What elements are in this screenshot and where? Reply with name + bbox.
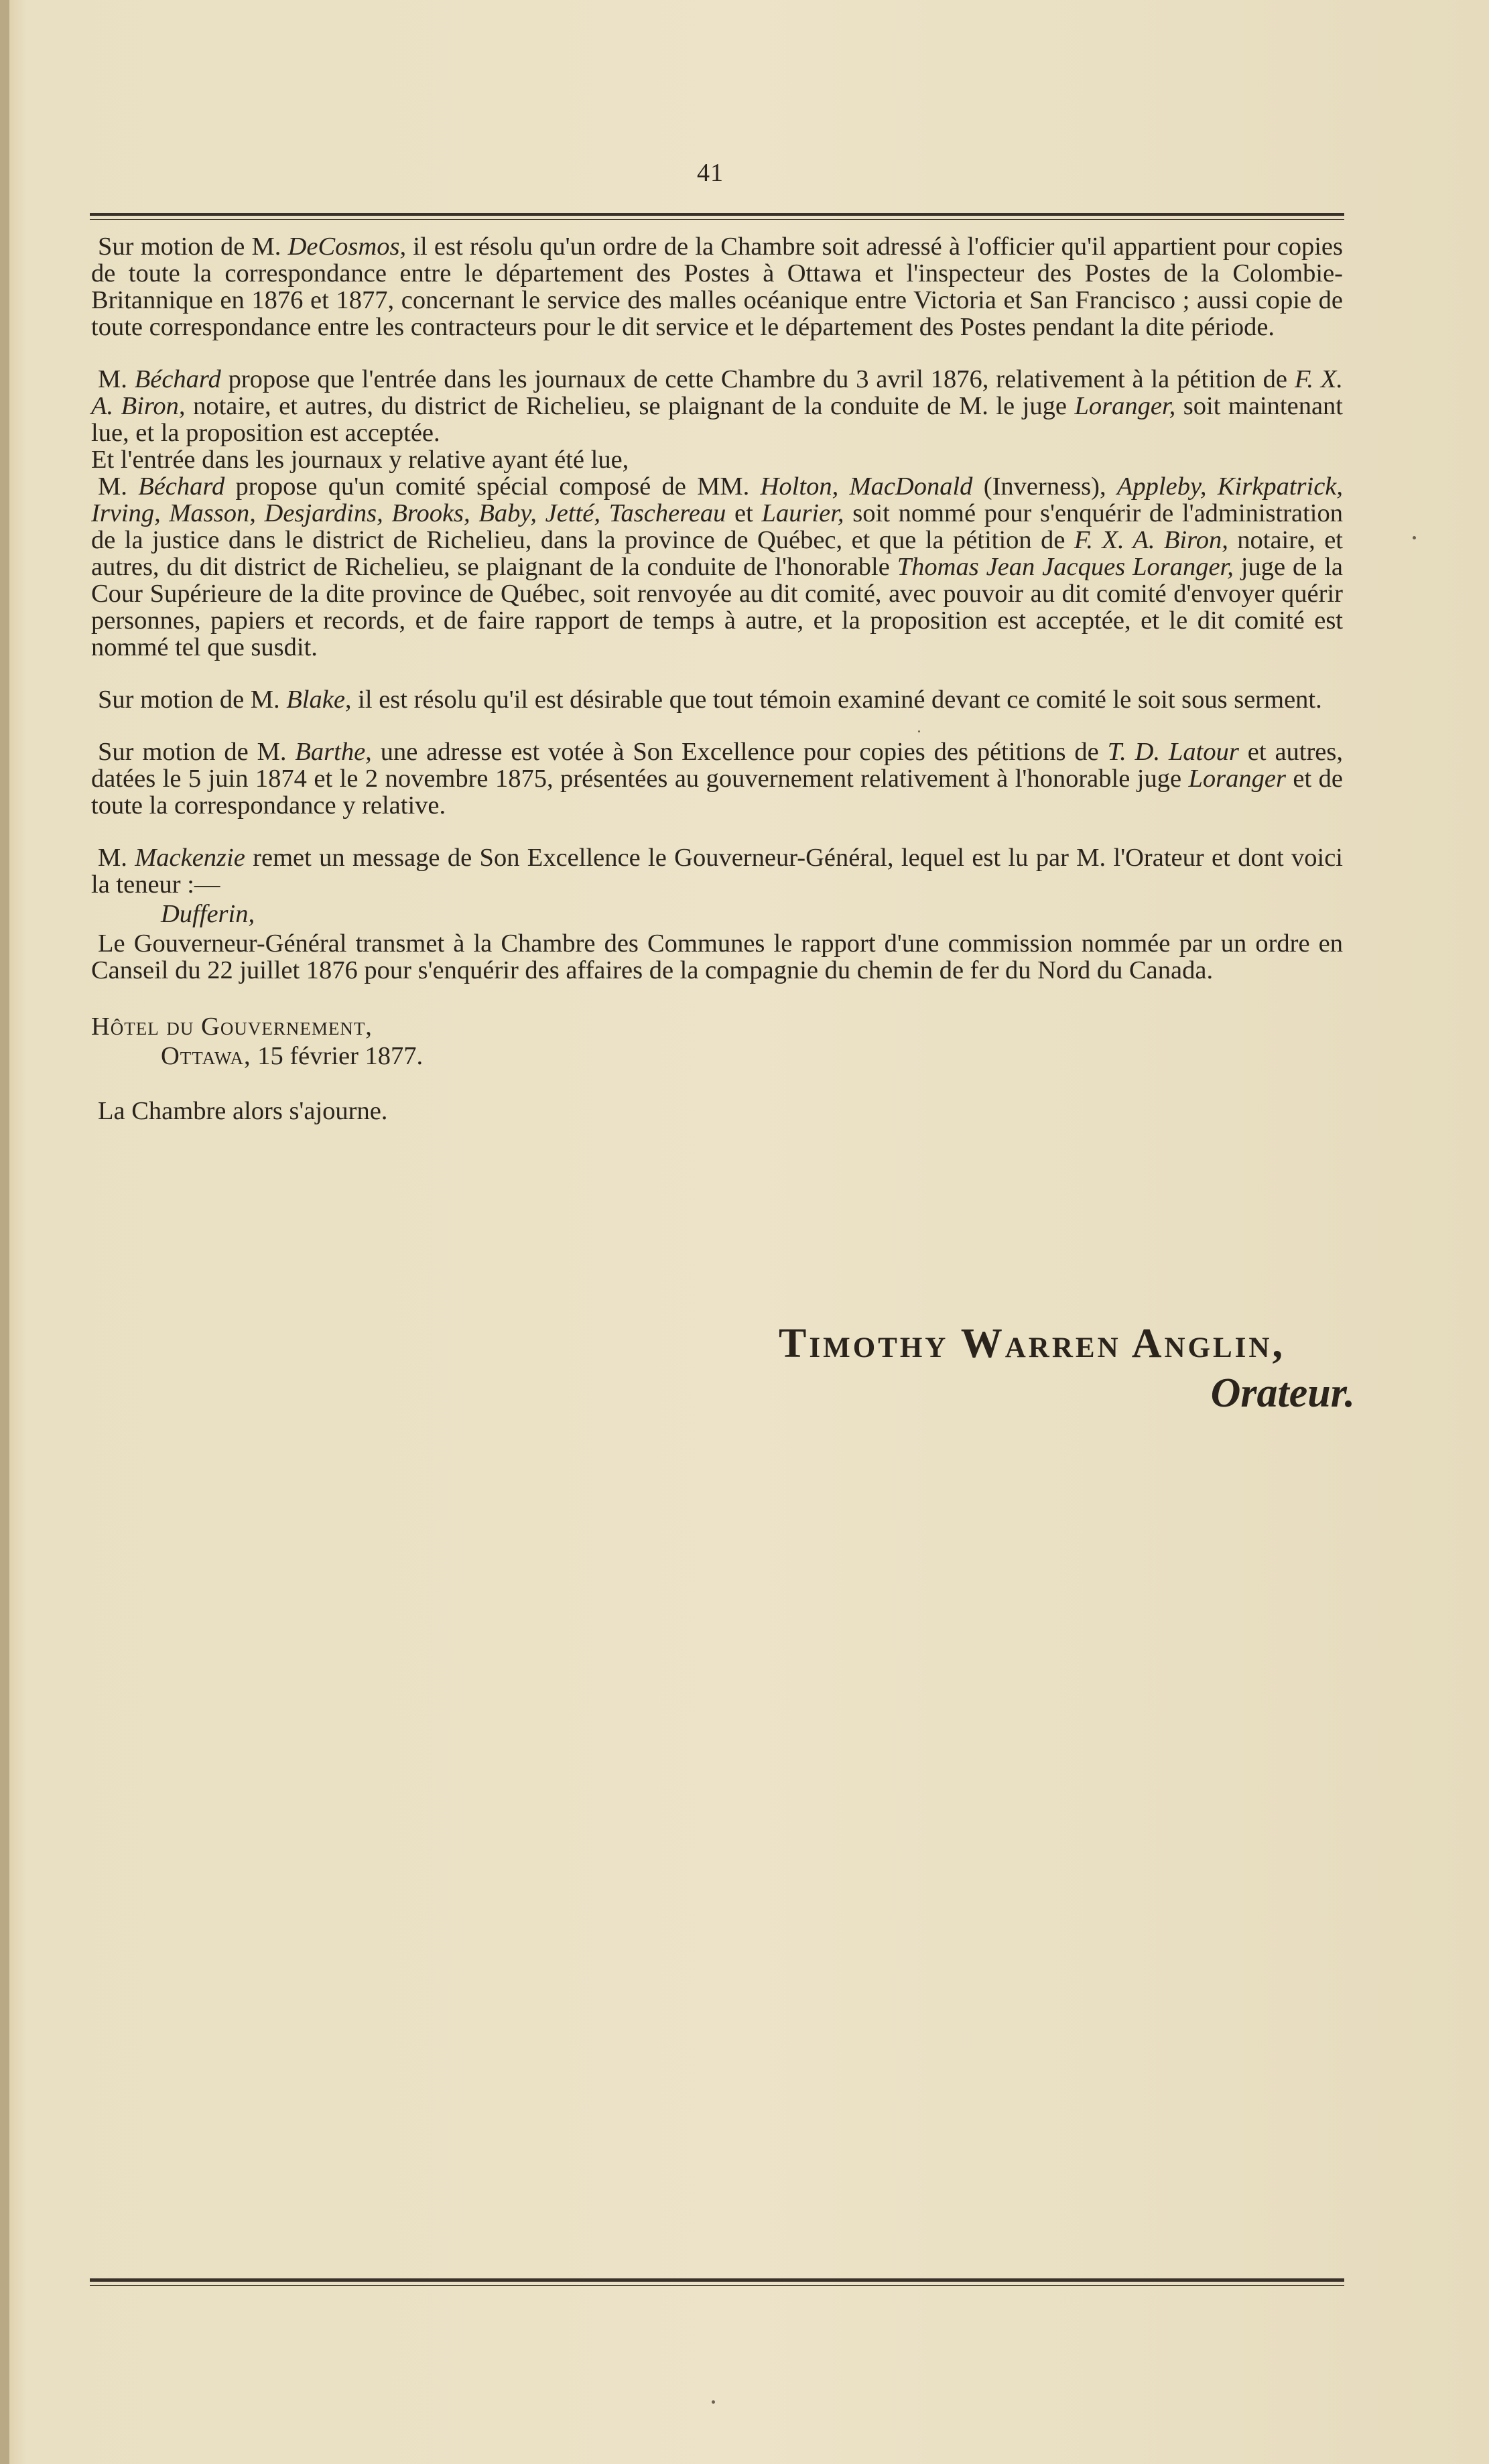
paragraph-entry-read (91, 446, 1343, 473)
ink-speck (918, 730, 920, 732)
italic-text-run: Holton, MacDonald (760, 472, 973, 501)
text-run: M. (98, 472, 139, 501)
italic-text-run: Thomas Jean Jacques Loranger, (897, 553, 1234, 581)
ink-speck (1413, 536, 1416, 539)
italic-text-run: Loranger (1188, 765, 1286, 793)
text-run: propose qu'un comité spécial composé de MM. (224, 472, 761, 501)
paragraph-bechard-proposal (91, 366, 1343, 446)
text-run: Sur motion de M. (98, 233, 288, 261)
paragraph-barthe (91, 738, 1343, 819)
text-run: Le Gouverneur-Général transmet à la Chambre des Communes le rapport d'une commission nommée par un ordre en Canseil du 22 juillet 1876 pour s'enquérir des affaires de la compagnie du chemin de fer du Nord du Canada. (91, 929, 1343, 984)
text-run: notaire, et autres, du dit district de Richelieu, se plaignant de la conduite de l'honorable (91, 526, 1343, 581)
italic-text-run: Laurier, (761, 499, 844, 527)
italic-text-run: T. D. Latour (1107, 738, 1239, 766)
small-caps-text-run: Ottawa, (161, 1042, 251, 1070)
message-salutation (91, 901, 1343, 927)
text-run: il est résolu qu'il est désirable que tout témoin examiné devant ce comité le soit sous serment. (351, 686, 1322, 714)
italic-text-run: Dufferin, (161, 900, 255, 928)
italic-text-run: F. X. A. Biron, (1074, 526, 1228, 554)
text-run: remet un message de Son Excellence le Gouverneur-Général, lequel est lu par M. l'Orateur et dont voici la teneur :— (91, 844, 1343, 899)
italic-text-run: Blake, (286, 686, 352, 714)
page-number: 41 (697, 159, 724, 187)
header-rule (90, 213, 1344, 220)
italic-text-run: F. X. A. Biron, (91, 365, 1344, 420)
message-date (91, 1043, 1343, 1069)
text-run: soit maintenant lue, et la proposition est acceptée. (91, 392, 1343, 447)
paragraph-adjourn (91, 1098, 1343, 1124)
italic-text-run: DeCosmos, (287, 233, 407, 261)
paragraph-decosmos (91, 233, 1343, 340)
italic-text-run: Appleby, Kirkpatrick, Irving, Masson, Desjardins, Brooks, Baby, Jetté, Taschereau (91, 472, 1344, 527)
italic-text-run: Béchard (138, 472, 225, 501)
italic-text-run: Loranger, (1074, 392, 1176, 420)
text-run: (Inverness), (972, 472, 1117, 501)
text-run: notaire, et autres, du district de Richelieu, se plaignant de la conduite de M. le juge (185, 392, 1075, 420)
binding-edge (0, 0, 9, 2464)
text-run: et autres, datées le 5 juin 1874 et le 2 novembre 1875, présentées au gouvernement relativement à l'honorable juge (91, 738, 1343, 793)
signature-title: Orateur. (1210, 1370, 1355, 1416)
ink-speck (712, 2400, 715, 2404)
italic-text-run: Béchard (134, 365, 221, 393)
message-place (91, 1013, 1343, 1040)
text-run: M. (98, 844, 135, 872)
text-run: il est résolu qu'un ordre de la Chambre soit adressé à l'officier qu'il appartient pour copies de toute la correspondance entre le département des Postes à Ottawa et l'inspecteur des Postes de la Colombie-Britannique en 1876 et 1877, concernant le service des malles océanique entre Victoria et San Francisco ; aussi copie de toute correspondance entre les contracteurs pour le dit service et le département des Postes pendant la dite période. (91, 233, 1343, 341)
small-caps-text-run: Hôtel du Gouvernement, (91, 1013, 373, 1041)
text-run: M. (98, 365, 135, 393)
text-run: et (726, 499, 762, 527)
text-run: propose que l'entrée dans les journaux de cette Chambre du 3 avril 1876, relativement à la pétition de (220, 365, 1295, 393)
paragraph-blake (91, 686, 1343, 713)
paragraph-mackenzie (91, 844, 1343, 898)
italic-text-run: Mackenzie (135, 844, 245, 872)
text-run: 15 février 1877. (251, 1042, 424, 1070)
document-body (91, 233, 1343, 1124)
text-run: Sur motion de M. (98, 738, 296, 766)
italic-text-run: Barthe, (295, 738, 372, 766)
text-run: et de toute la correspondance y relative. (91, 765, 1343, 820)
message-text (91, 930, 1343, 984)
text-run: soit nommé pour s'enquérir de l'administration de la justice dans le district de Richelieu, dans la province de Québec, et que la pétition de (91, 499, 1343, 554)
footer-rule (90, 2278, 1344, 2286)
paragraph-committee (91, 473, 1343, 661)
text-run: Sur motion de M. (98, 686, 287, 714)
signature-name: Timothy Warren Anglin, (779, 1321, 1285, 1366)
text-run: juge de la Cour Supérieure de la dite province de Québec, soit renvoyée au dit comité, avec pouvoir au dit comité d'envoyer quérir personnes, papiers et records, et de faire rapport de temps à autre, et la proposition est acceptée, et le dit comité est nommé tel que susdit. (91, 553, 1343, 661)
text-run: La Chambre alors s'ajourne. (98, 1097, 388, 1125)
text-run: Et l'entrée dans les journaux y relative ayant été lue, (91, 446, 629, 474)
text-run: une adresse est votée à Son Excellence pour copies des pétitions de (371, 738, 1108, 766)
